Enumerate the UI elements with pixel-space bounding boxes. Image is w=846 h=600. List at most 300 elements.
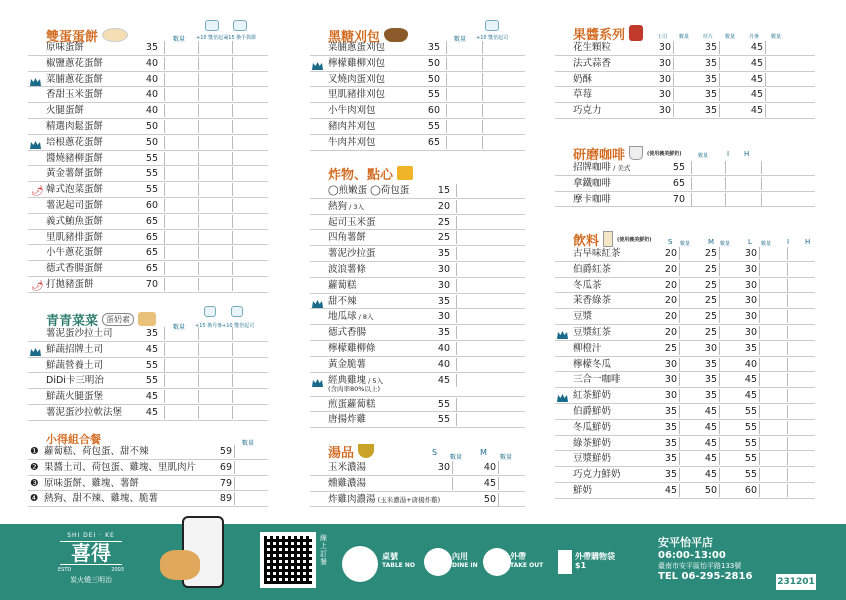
qty-box[interactable] (198, 231, 232, 244)
qty-box[interactable] (232, 343, 266, 356)
table-row (555, 388, 815, 404)
qty-box[interactable] (719, 437, 753, 450)
qty-box[interactable] (232, 73, 266, 86)
qty-box[interactable] (198, 262, 232, 275)
price-s: 30 (664, 390, 677, 402)
qty-box[interactable] (679, 405, 713, 418)
price-m: 45 (704, 453, 717, 465)
qty-box[interactable] (691, 193, 725, 206)
qty-box[interactable] (232, 406, 266, 419)
qty-box[interactable] (673, 73, 707, 86)
price-l: 30 (744, 295, 757, 307)
qty-box[interactable] (498, 461, 532, 474)
qty-box[interactable] (232, 215, 266, 228)
qty-box[interactable] (719, 342, 753, 355)
qty-box[interactable] (456, 310, 490, 323)
qty-box[interactable] (679, 279, 713, 292)
qty-box[interactable] (234, 477, 268, 490)
qty-box[interactable] (456, 216, 490, 229)
qty-box[interactable] (164, 231, 198, 244)
table-row (310, 309, 525, 325)
qty-box[interactable] (719, 88, 753, 101)
qty-box[interactable] (456, 413, 490, 426)
qty-box[interactable] (446, 57, 480, 70)
qty-box[interactable] (456, 326, 490, 339)
qty-box[interactable] (761, 193, 795, 206)
qty-box[interactable] (456, 263, 490, 276)
qty-box[interactable] (446, 73, 480, 86)
qty-box[interactable] (482, 41, 516, 54)
price-danish: 45 (750, 89, 763, 101)
item-price: 30 (437, 279, 450, 291)
qty-box[interactable] (691, 177, 725, 190)
qty-box[interactable] (198, 41, 232, 54)
table-no-circle[interactable] (342, 546, 378, 582)
qty-box[interactable] (679, 389, 713, 402)
qty-box[interactable] (232, 120, 266, 133)
qty-box[interactable] (456, 374, 490, 387)
qty-box[interactable] (164, 88, 198, 101)
qty-box[interactable] (719, 405, 753, 418)
price-l: 55 (744, 437, 757, 449)
price-toast: 30 (658, 42, 671, 53)
item-name: 伯爵紅茶 (573, 263, 612, 275)
item-price: 55 (145, 359, 158, 371)
item-name: 豆漿紅茶 (573, 326, 612, 338)
qty-box[interactable] (232, 104, 266, 117)
qty-box[interactable] (679, 468, 713, 481)
qty-box[interactable] (198, 374, 232, 387)
combo-list (28, 444, 268, 507)
qty-box[interactable] (719, 326, 753, 339)
qty-box[interactable] (787, 326, 821, 339)
item-name: 德式香腸 (328, 327, 367, 339)
qty-box[interactable] (765, 57, 799, 70)
qty-box[interactable] (164, 278, 198, 291)
table-row (28, 119, 268, 135)
qty-box[interactable] (232, 88, 266, 101)
combo-name: 原味蛋餅、雞塊、薯餅 (44, 477, 140, 489)
qty-box[interactable] (198, 199, 232, 212)
qty-box[interactable] (719, 389, 753, 402)
item-name: 冬瓜鮮奶 (573, 421, 612, 433)
qty-box[interactable] (725, 161, 759, 174)
qty-box[interactable] (456, 200, 490, 213)
qty-box[interactable] (719, 57, 753, 70)
qty-box[interactable] (725, 177, 759, 190)
qty-box[interactable] (164, 41, 198, 54)
qty-box[interactable] (164, 215, 198, 228)
qty-box[interactable] (679, 326, 713, 339)
qty-box[interactable] (164, 73, 198, 86)
table-row (555, 404, 815, 420)
qty-box[interactable] (765, 73, 799, 86)
qty-box[interactable] (787, 373, 821, 386)
cheese-icon-3 (485, 20, 499, 31)
table-row (28, 230, 268, 246)
qty-box[interactable] (232, 136, 266, 149)
qty-box[interactable] (198, 88, 232, 101)
price-l: 45 (744, 390, 757, 402)
qty-box[interactable] (787, 247, 821, 260)
item-name: 培根蔥花蛋餅 (46, 136, 104, 148)
item-price: 55 (672, 162, 685, 173)
qty-box[interactable] (787, 358, 821, 371)
price-m: 25 (704, 311, 717, 323)
qty-box[interactable] (719, 358, 753, 371)
price-danish: 45 (750, 57, 763, 69)
qty-box[interactable] (198, 136, 232, 149)
qty-header-2: 數量 (173, 324, 186, 331)
dine-in-checkbox[interactable] (424, 548, 452, 576)
qty-box[interactable] (498, 493, 532, 506)
qty-box[interactable] (482, 57, 516, 70)
footer-bar: SHI DEI · KE 喜得 ESTD 2003 炭火燒三明治 線上訂餐 桌號 TABLE NO 內用 DINE IN 外帶 TAKE OUT 外帶購物袋 $1 安平怡平店 06:00-13:00 臺南市安平區怡平路133號 TEL 06-295-2816 231201 (0, 524, 846, 600)
qty-box[interactable] (482, 104, 516, 117)
qty-box[interactable] (198, 278, 232, 291)
price-thick: 35 (704, 73, 717, 85)
item-price: 65 (145, 263, 158, 275)
qty-box[interactable] (456, 279, 490, 292)
qty-box[interactable] (719, 468, 753, 481)
item-price: 70 (672, 193, 685, 205)
qty-box[interactable] (164, 104, 198, 117)
drink-cup-icon (603, 231, 613, 247)
qty-box[interactable] (232, 183, 266, 196)
qty-box[interactable] (198, 152, 232, 165)
qty-box[interactable] (164, 390, 198, 403)
qty-box[interactable] (232, 231, 266, 244)
qty-box[interactable] (482, 136, 516, 149)
item-name: 火腿蛋餅 (46, 105, 85, 117)
item-name: 醬燒豬柳蛋餅 (46, 152, 104, 164)
qty-box[interactable] (719, 294, 753, 307)
qty-box[interactable] (164, 167, 198, 180)
qty-box[interactable] (232, 262, 266, 275)
qty-box[interactable] (719, 247, 753, 260)
price-l: 55 (744, 453, 757, 465)
qty-box[interactable] (719, 373, 753, 386)
item-name: 豆漿 (573, 311, 593, 323)
price-l: 35 (744, 342, 757, 354)
item-name: 檸檬雞柳條 (328, 342, 376, 354)
qty-box[interactable] (679, 484, 713, 497)
price-toast: 30 (658, 73, 671, 85)
qty-box[interactable] (482, 120, 516, 133)
item-name: 椒鹽蔥花蛋餅 (46, 57, 104, 69)
qty-box[interactable] (232, 390, 266, 403)
qty-box[interactable] (198, 406, 232, 419)
combo-number: ❹ (30, 493, 39, 505)
table-row (310, 397, 525, 413)
table-row (310, 412, 525, 428)
item-name: 巧克力 (573, 105, 602, 117)
qty-box[interactable] (679, 342, 713, 355)
qty-box[interactable] (761, 161, 795, 174)
price-s: 35 (664, 453, 677, 465)
item-price: 40 (145, 89, 158, 101)
bag-checkbox[interactable] (558, 550, 572, 574)
qty-box[interactable] (719, 421, 753, 434)
qty-box[interactable] (164, 246, 198, 259)
table-row (28, 214, 268, 230)
item-name: 黃金脆薯 (328, 358, 367, 370)
qty-box[interactable] (164, 374, 198, 387)
table-row (555, 451, 815, 467)
price-s: 35 (664, 437, 677, 449)
qty-box[interactable] (198, 120, 232, 133)
qty-box[interactable] (456, 231, 490, 244)
price-l: 30 (744, 279, 757, 291)
item-name: 起司玉米蛋 (328, 216, 376, 228)
qty-box[interactable] (765, 88, 799, 101)
table-row (28, 373, 268, 389)
price-s: 45 (664, 484, 677, 496)
qty-box[interactable] (679, 437, 713, 450)
qty-box[interactable] (164, 120, 198, 133)
item-name: 鮮蔬營養土司 (46, 359, 104, 371)
wrap-icon (233, 20, 247, 31)
item-name: 打拋豬蛋餅 (46, 278, 94, 290)
qty-box[interactable] (787, 310, 821, 323)
qty-box[interactable] (232, 278, 266, 291)
qty-box[interactable] (446, 88, 480, 101)
item-name: 叉燒肉蛋刈包 (328, 73, 386, 85)
qty-box[interactable] (787, 263, 821, 276)
item-price: 65 (672, 177, 685, 189)
qty-box[interactable] (719, 279, 753, 292)
table-row (555, 192, 815, 208)
table-row (28, 198, 268, 214)
item-price: 20 (437, 200, 450, 212)
price-s: 20 (664, 279, 677, 291)
item-name: 花生顆粒 (573, 42, 612, 53)
qty-box[interactable] (765, 104, 799, 117)
table-row (28, 358, 268, 374)
price-danish: 45 (750, 105, 763, 117)
qty-box[interactable] (446, 136, 480, 149)
qty-box[interactable] (765, 41, 799, 54)
qty-box[interactable] (679, 294, 713, 307)
qty-box[interactable] (787, 405, 821, 418)
qty-box[interactable] (456, 295, 490, 308)
qty-box[interactable] (719, 452, 753, 465)
qty-box[interactable] (232, 246, 266, 259)
crown-icon (312, 298, 323, 306)
qty-box[interactable] (232, 57, 266, 70)
qty-box[interactable] (234, 445, 268, 458)
qty-box[interactable] (691, 161, 725, 174)
qty-box[interactable] (164, 327, 198, 340)
item-price: 55 (145, 375, 158, 387)
table-row (28, 277, 268, 293)
qty-box[interactable] (234, 492, 268, 505)
item-name: 里肌豬排刈包 (328, 89, 386, 101)
qty-box[interactable] (164, 406, 198, 419)
table-row (555, 72, 815, 88)
table-row (555, 40, 815, 56)
qty-box[interactable] (164, 57, 198, 70)
qty-box[interactable] (719, 41, 753, 54)
qty-box[interactable] (164, 199, 198, 212)
qty-box[interactable] (232, 152, 266, 165)
qty-box[interactable] (232, 359, 266, 372)
qty-header: 數量 (173, 36, 186, 43)
item-name: 紅茶鮮奶 (573, 390, 612, 402)
qty-box[interactable] (787, 468, 821, 481)
price-m: 35 (704, 390, 717, 402)
qty-box[interactable] (232, 199, 266, 212)
table-row (28, 460, 268, 476)
soup-note: (玉米濃湯+唐揚炸雞) (375, 495, 441, 504)
qty-box[interactable] (787, 342, 821, 355)
combo-price: 79 (219, 477, 232, 489)
qty-box[interactable] (232, 167, 266, 180)
table-row (555, 436, 815, 452)
qty-box[interactable] (456, 358, 490, 371)
table-row (310, 262, 525, 278)
qty-box[interactable] (456, 342, 490, 355)
item-name: 招牌咖啡 / 美式 (573, 162, 631, 173)
qty-box[interactable] (679, 373, 713, 386)
price-s: 20 (664, 326, 677, 338)
item-name: 經典雞塊 / 5入 (328, 374, 383, 386)
qty-box[interactable] (787, 294, 821, 307)
price-s: 20 (664, 263, 677, 275)
qty-box[interactable] (787, 452, 821, 465)
table-row (310, 56, 525, 72)
item-unit: / 3入 (347, 202, 364, 211)
qty-box[interactable] (456, 398, 490, 411)
item-price-m: 40 (483, 462, 496, 473)
brand-logo: SHI DEI · KE 喜得 ESTD 2003 炭火燒三明治 (58, 532, 124, 584)
qty-box[interactable] (679, 421, 713, 434)
qty-box[interactable] (198, 327, 232, 340)
table-row (28, 491, 268, 507)
price-l: 30 (744, 326, 757, 338)
qty-box[interactable] (719, 310, 753, 323)
qty-box[interactable] (198, 246, 232, 259)
qty-box[interactable] (456, 247, 490, 260)
qty-box[interactable] (719, 104, 753, 117)
qty-box[interactable] (787, 389, 821, 402)
qty-box[interactable] (679, 452, 713, 465)
price-m: 45 (704, 437, 717, 449)
item-name: 小牛蔥花蛋餅 (46, 247, 104, 259)
qty-box[interactable] (673, 104, 707, 117)
qty-box[interactable] (679, 310, 713, 323)
qty-box[interactable] (787, 421, 821, 434)
qty-box[interactable] (673, 41, 707, 54)
item-name: 德式香腸蛋餅 (46, 263, 104, 275)
qty-box[interactable] (198, 390, 232, 403)
price-l: 40 (744, 358, 757, 370)
combo-number: ❶ (30, 446, 39, 457)
qty-box[interactable] (787, 484, 821, 497)
qr-code[interactable] (260, 532, 316, 588)
fries-icon (397, 166, 413, 180)
qty-box[interactable] (719, 263, 753, 276)
item-unit: / 5入 (366, 376, 383, 385)
item-price: 35 (437, 295, 450, 307)
qty-box[interactable] (719, 73, 753, 86)
table-row (310, 278, 525, 294)
qty-box[interactable] (232, 41, 266, 54)
veggie-list (28, 326, 268, 421)
table-row (28, 151, 268, 167)
item-price: 55 (427, 120, 440, 132)
qty-box[interactable] (673, 88, 707, 101)
table-row (310, 40, 525, 56)
price-m: 25 (704, 279, 717, 291)
qty-box[interactable] (498, 477, 532, 490)
item-name: 原味蛋餅 (46, 42, 85, 53)
qty-box[interactable] (164, 359, 198, 372)
qty-box[interactable] (164, 343, 198, 356)
qty-box[interactable] (452, 477, 486, 490)
qty-box[interactable] (198, 343, 232, 356)
qty-box[interactable] (164, 183, 198, 196)
qty-box[interactable] (719, 484, 753, 497)
qty-box[interactable] (198, 215, 232, 228)
table-row (28, 389, 268, 405)
qty-box[interactable] (446, 120, 480, 133)
qty-box[interactable] (232, 374, 266, 387)
table-row (28, 87, 268, 103)
qty-box[interactable] (164, 136, 198, 149)
qty-box[interactable] (679, 263, 713, 276)
qty-box[interactable] (234, 461, 268, 474)
qty-box[interactable] (679, 358, 713, 371)
qty-box[interactable] (482, 88, 516, 101)
danish-icon (204, 306, 216, 317)
item-price: 25 (437, 216, 450, 228)
qty-box[interactable] (679, 247, 713, 260)
qty-box[interactable] (198, 167, 232, 180)
qty-box[interactable] (232, 327, 266, 340)
qty-box[interactable] (446, 104, 480, 117)
qty-box[interactable] (761, 177, 795, 190)
price-m: 35 (704, 374, 717, 386)
table-row (555, 372, 815, 388)
qty-box[interactable] (198, 104, 232, 117)
qty-box[interactable] (787, 279, 821, 292)
item-name: 精選肉鬆蛋餅 (46, 120, 104, 132)
qty-box[interactable] (164, 262, 198, 275)
qty-box[interactable] (164, 152, 198, 165)
table-row (28, 342, 268, 358)
section-title-drinks: 飲料 (使用義美鮮奶) (573, 228, 652, 250)
qty-box[interactable] (456, 184, 490, 197)
qty-box[interactable] (673, 57, 707, 70)
qty-box[interactable] (198, 183, 232, 196)
item-price: 40 (145, 57, 158, 69)
hdr-double-cheese: +10 雙倍起司 (196, 35, 229, 41)
take-out-checkbox[interactable] (483, 548, 511, 576)
combo-number: ❷ (30, 461, 39, 473)
qty-box[interactable] (446, 41, 480, 54)
qty-box[interactable] (787, 437, 821, 450)
table-row (310, 373, 525, 397)
qty-box[interactable] (198, 57, 232, 70)
qty-box[interactable] (452, 461, 486, 474)
qty-box[interactable] (482, 73, 516, 86)
item-price: 55 (437, 414, 450, 426)
qty-box[interactable] (198, 359, 232, 372)
qty-box[interactable] (725, 193, 759, 206)
qty-box[interactable] (198, 73, 232, 86)
crown-icon (557, 392, 568, 400)
